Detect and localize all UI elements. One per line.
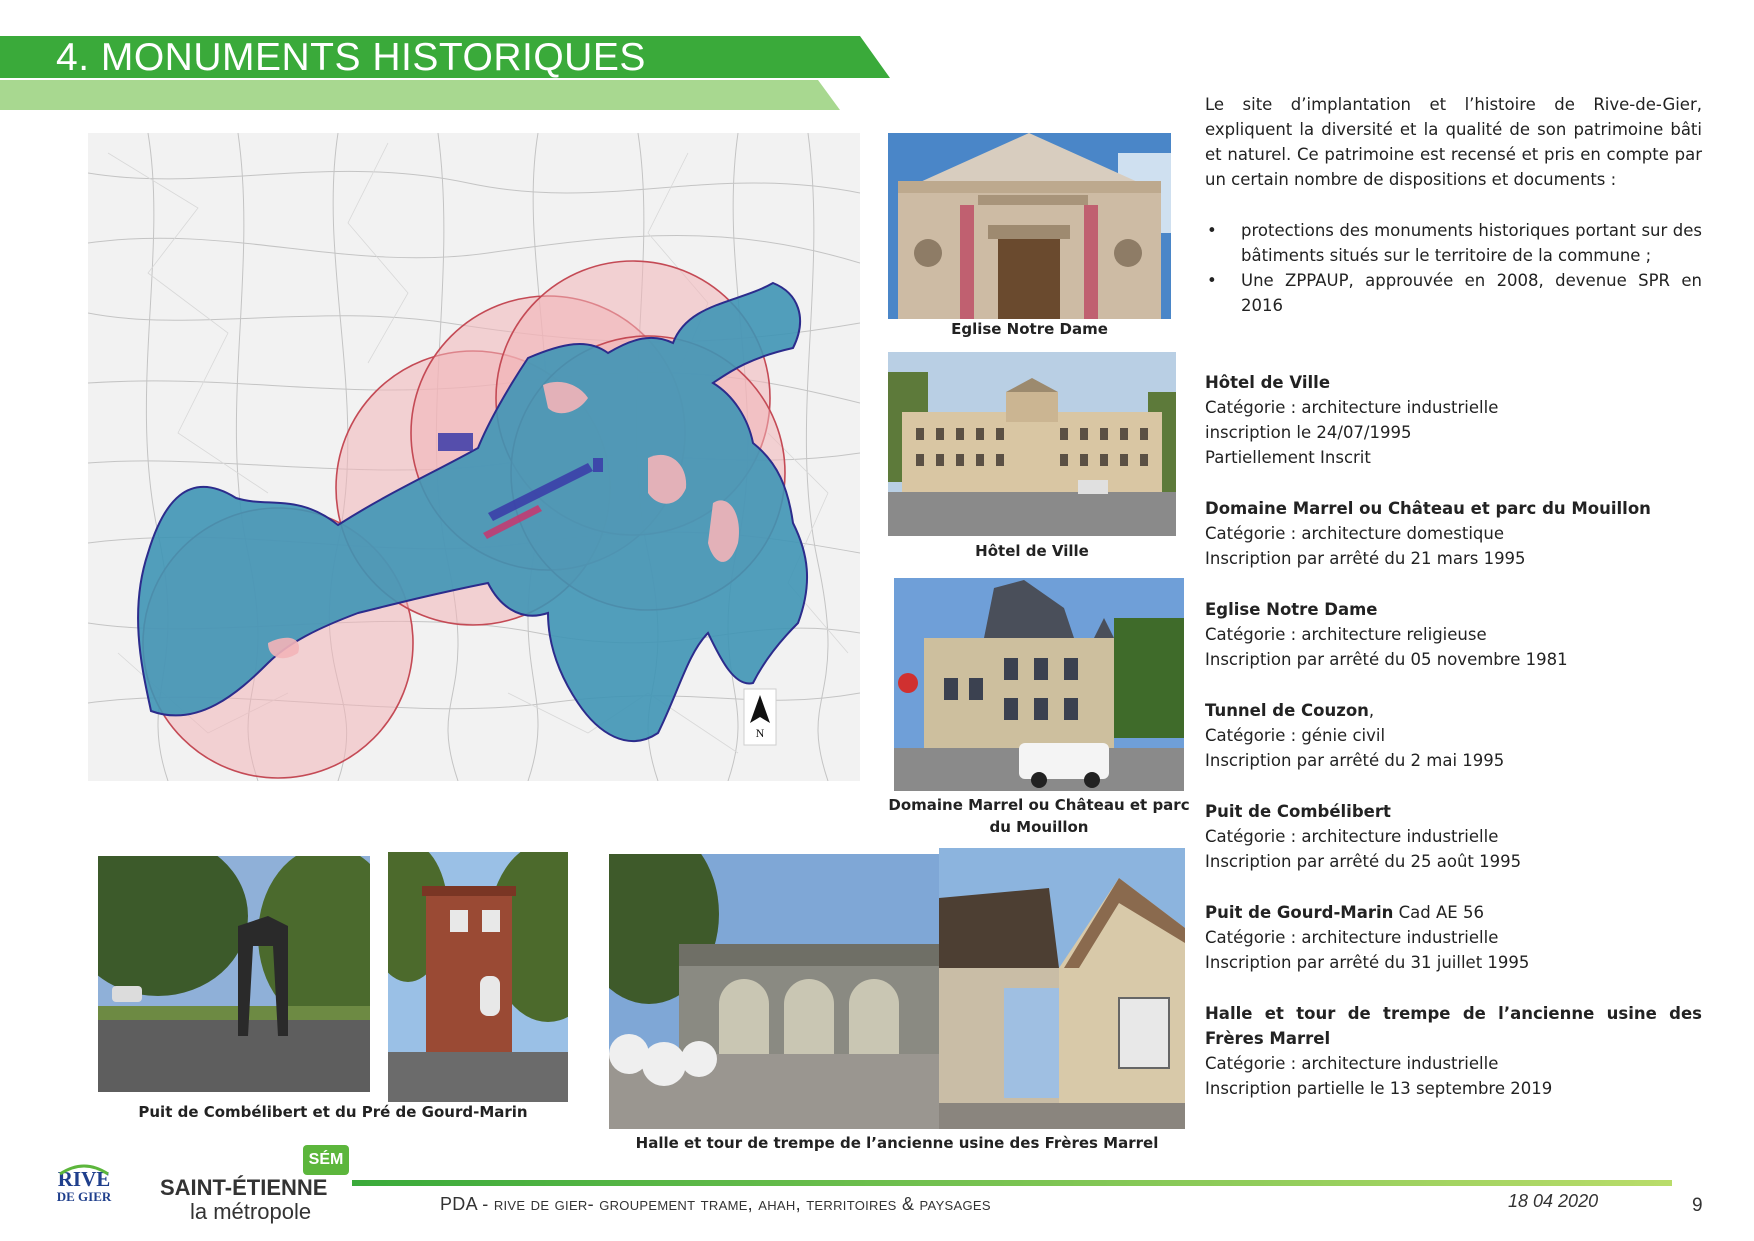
intro-bullets — [1205, 218, 1702, 318]
bullet-item: • protections des monuments historiques portant sur des bâtiments situés sur le territoire de la commune ; — [1205, 218, 1702, 268]
monument-halle-tour-de-trempe — [1205, 1001, 1702, 1101]
caption-eglise: Eglise Notre Dame — [951, 320, 1108, 338]
photo-eglise-notre-dame — [888, 133, 1171, 319]
monument-line: Inscription par arrêté du 21 mars 1995 — [1205, 549, 1526, 568]
photo-puit-combelibert — [98, 856, 370, 1092]
monument-line: Catégorie : architecture industrielle — [1205, 928, 1499, 947]
bullet-icon: • — [1207, 271, 1217, 290]
rive-de-gier-logo: RIVE DE GIER — [52, 1168, 116, 1218]
photo-domaine-marrel — [894, 578, 1184, 791]
monument-line: Catégorie : architecture industrielle — [1205, 827, 1499, 846]
photo-hotel-de-ville — [888, 352, 1176, 536]
monument-line: Catégorie : architecture industrielle — [1205, 398, 1499, 417]
monument-line: Catégorie : génie civil — [1205, 726, 1386, 745]
monument-line: Catégorie : architecture industrielle — [1205, 1054, 1499, 1073]
footer-project-label: PDA - rive de gier- groupement trame, ahah, territoires & paysages — [440, 1194, 991, 1214]
saint-etienne-metropole-logo: SÉM SAINT-ÉTIENNE la métropole — [158, 1145, 348, 1225]
caption-puit: Puit de Combélibert et du Pré de Gourd-Marin — [138, 1103, 528, 1121]
protection-map — [88, 133, 860, 781]
page-number: 9 — [1692, 1195, 1703, 1216]
intro-paragraph: Le site d’implantation et l’histoire de Rive-de-Gier, expliquent la diversité et la qualité de son patrimoine bâti et naturel. Ce patrimoine est recensé et pris en compte par un certain nombre de dispositions et documents : — [1205, 95, 1702, 189]
monument-name: Puit de Combélibert — [1205, 802, 1391, 821]
monument-name: Domaine Marrel ou Château et parc du Mouillon — [1205, 499, 1651, 518]
monument-name: Hôtel de Ville — [1205, 373, 1331, 392]
monument-name: Puit de Gourd-Marin — [1205, 903, 1394, 922]
monument-hotel-de-ville — [1205, 370, 1702, 470]
monument-puit-de-combelibert — [1205, 799, 1702, 874]
photo-puit-gourd-marin — [388, 852, 568, 1102]
north-label: N — [755, 726, 765, 740]
logo-arc-icon — [58, 1162, 110, 1176]
caption-halle: Halle et tour de trempe de l’ancienne usine des Frères Marrel — [635, 1134, 1159, 1152]
bullet-icon: • — [1207, 221, 1217, 240]
photo-halle — [609, 854, 939, 1129]
monument-line: Partiellement Inscrit — [1205, 448, 1371, 467]
monument-line: Inscription par arrêté du 2 mai 1995 — [1205, 751, 1505, 770]
monument-list — [1205, 370, 1702, 1127]
monument-domaine-marrel — [1205, 496, 1702, 571]
caption-hotel-de-ville: Hôtel de Ville — [975, 542, 1089, 560]
photo-tour-de-trempe — [939, 848, 1185, 1129]
sem-badge: SÉM — [303, 1145, 349, 1175]
monument-eglise-notre-dame — [1205, 597, 1702, 672]
map-svg — [88, 133, 860, 781]
title-sub-band — [0, 80, 840, 110]
monument-puit-de-gourd-marin: Puit de Gourd-Marin Cad AE 56 Catégorie : architecture industrielle Inscription par arrêté du 31 juillet 1995 — [1205, 900, 1702, 975]
caption-domaine-marrel: Domaine Marrel ou Château et parc du Mouillon — [888, 796, 1190, 836]
monument-tunnel-de-couzon: Tunnel de Couzon, Catégorie : génie civil Inscription par arrêté du 2 mai 1995 — [1205, 698, 1702, 773]
monument-line: Inscription partielle le 13 septembre 2019 — [1205, 1079, 1553, 1098]
monument-line: Catégorie : architecture domestique — [1205, 524, 1504, 543]
monument-name: Tunnel de Couzon — [1205, 701, 1369, 720]
bullet-item: • Une ZPPAUP, approuvée en 2008, devenue SPR en 2016 — [1205, 268, 1702, 318]
monument-line: inscription le 24/07/1995 — [1205, 423, 1412, 442]
monument-line: Inscription par arrêté du 31 juillet 1995 — [1205, 953, 1530, 972]
monument-name: Halle et tour de trempe de l’ancienne usine des Frères Marrel — [1205, 1004, 1702, 1048]
monument-line: Inscription par arrêté du 25 août 1995 — [1205, 852, 1522, 871]
page-title: 4. MONUMENTS HISTORIQUES — [56, 36, 646, 79]
monument-line: Catégorie : architecture religieuse — [1205, 625, 1487, 644]
footer-date: 18 04 2020 — [1508, 1191, 1599, 1211]
monument-line: Inscription par arrêté du 05 novembre 1981 — [1205, 650, 1568, 669]
footer-divider — [352, 1180, 1672, 1186]
monument-name: Eglise Notre Dame — [1205, 600, 1378, 619]
